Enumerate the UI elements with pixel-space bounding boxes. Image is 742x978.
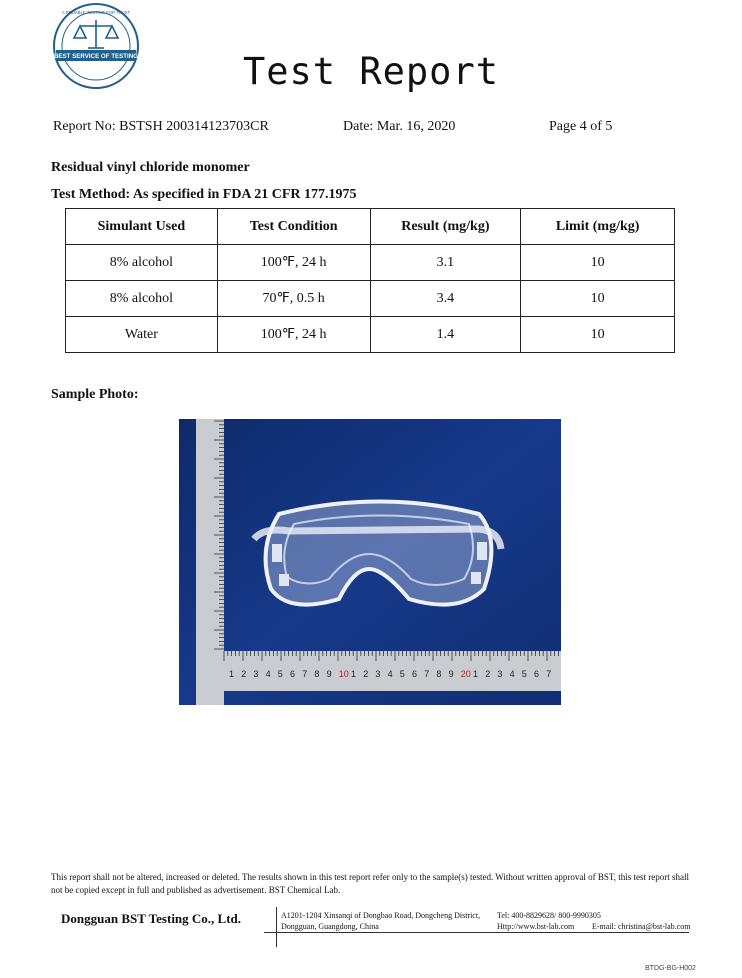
header-result: Result (mg/kg): [370, 209, 521, 245]
ruler-number: 9: [326, 669, 332, 679]
ruler-number: 4: [265, 669, 271, 679]
cell-result: 1.4: [370, 317, 521, 353]
ruler-number: 20: [460, 669, 471, 679]
ruler-number: 8: [314, 669, 320, 679]
cell-result: 3.1: [370, 245, 521, 281]
footer-divider-horizontal: [264, 932, 689, 933]
ruler-number: 7: [302, 669, 308, 679]
ruler-number: 5: [399, 669, 405, 679]
ruler-number: 2: [363, 669, 369, 679]
ruler-number: 8: [436, 669, 442, 679]
table-row: [66, 245, 675, 281]
ruler-number: 3: [497, 669, 503, 679]
cell-limit: 10: [521, 245, 675, 281]
results-table: [65, 208, 675, 353]
sample-photo: [179, 419, 561, 705]
report-date: Date: Mar. 16, 2020: [343, 119, 456, 134]
header-simulant: Simulant Used: [66, 209, 218, 245]
address-line-1: A1201-1204 Xinsanqi of Dongbao Road, Dongcheng District,: [281, 911, 481, 920]
section-title: Residual vinyl chloride monomer: [51, 160, 250, 175]
ruler-number: 4: [387, 669, 393, 679]
cell-simulant: 8% alcohol: [66, 281, 218, 317]
page-indicator: Page 4 of 5: [549, 119, 613, 134]
ruler-number: 6: [290, 669, 296, 679]
ruler-number: 7: [546, 669, 552, 679]
table-header-row: [66, 209, 675, 245]
table-row: [66, 281, 675, 317]
scales-icon: [74, 20, 118, 48]
ruler-number: 3: [253, 669, 259, 679]
ruler-number: 5: [521, 669, 527, 679]
test-method: Test Method: As specified in FDA 21 CFR 177.1975: [51, 187, 357, 202]
cell-limit: 10: [521, 281, 675, 317]
header-limit: Limit (mg/kg): [521, 209, 675, 245]
ruler-number: 3: [375, 669, 381, 679]
ruler-number: 1: [351, 669, 357, 679]
telephone: Tel: 400-8829628/ 800-9990305: [497, 911, 601, 920]
ruler-number: 2: [241, 669, 247, 679]
cell-simulant: 8% alcohol: [66, 245, 218, 281]
ruler-number: 4: [509, 669, 515, 679]
ruler-number: 6: [412, 669, 418, 679]
disclaimer-text: This report shall not be altered, increased or deleted. The results shown in this test report refer only to the sample(s) tested. Without written approval of BST, this test report shall not be copied except in full and published as advertisement. BST Chemical Lab.: [51, 872, 689, 895]
cell-condition: 100℉, 24 h: [217, 245, 370, 281]
cell-condition: 100℉, 24 h: [217, 317, 370, 353]
cell-result: 3.4: [370, 281, 521, 317]
ruler-number: 1: [473, 669, 479, 679]
company-name: Dongguan BST Testing Co., Ltd.: [61, 911, 242, 926]
report-title: Test Report: [242, 50, 500, 93]
ruler-number: 7: [424, 669, 430, 679]
ruler-number: 5: [277, 669, 283, 679]
ruler-number: 10: [338, 669, 349, 679]
address-line-2: Dongguan, Guangdong, China: [281, 922, 379, 931]
logo-arc-text: A RELIABLE TESTING FOR TRUST: [61, 10, 131, 15]
ruler-number: 1: [229, 669, 235, 679]
cell-condition: 70℉, 0.5 h: [217, 281, 370, 317]
email-link[interactable]: E-mail: christina@bst-lab.com: [592, 922, 691, 931]
ruler-number: 6: [534, 669, 540, 679]
website-link[interactable]: Http://www.bst-lab.com: [497, 922, 575, 931]
sample-photo-label: Sample Photo:: [51, 387, 139, 402]
cell-limit: 10: [521, 317, 675, 353]
cell-simulant: Water: [66, 317, 218, 353]
header-condition: Test Condition: [217, 209, 370, 245]
logo-banner-text: BEST SERVICE OF TESTING: [53, 53, 139, 60]
ruler-number: 2: [485, 669, 491, 679]
ruler-number: 9: [448, 669, 454, 679]
table-row: [66, 317, 675, 353]
report-number: Report No: BSTSH 200314123703CR: [53, 119, 269, 134]
footer-divider-vertical: [276, 907, 277, 947]
form-code: BTDG-BG-H002: [645, 965, 696, 972]
